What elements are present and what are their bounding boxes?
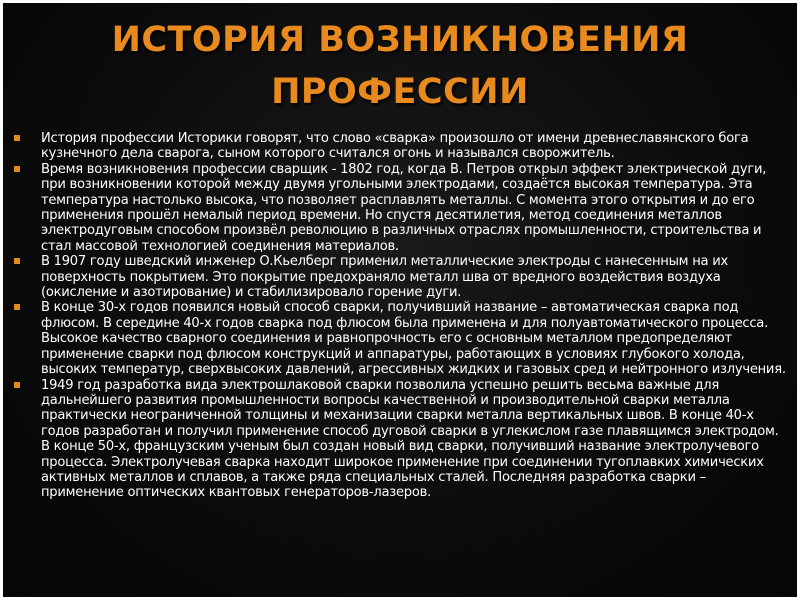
bullet-item [14,300,786,377]
bullet-text: В конце 30-х годов появился новый способ сварки, получивший название – автоматическая сварка под флюсом. В середине 40-х годов сварка под флюсом была применена и для полуавтоматического процесса. Высокое качество сварного соединения и равнопрочность его с основным металлом предопределяют применение сварки под флюсом конструкций и аппаратуры, работающих в условиях глубокого холода, высоких температур, сверхвысоких давлений, агрессивных жидких и газовых сред и нейтронного излучения. [41,300,786,378]
bullet-item [14,254,786,300]
bullet-list [14,131,786,501]
bullet-text: В 1907 году шведский инженер О.Кьелберг применил металлические электроды с нанесенным на их поверхность покрытием. Это покрытие предохраняло металл шва от вредного воздействия воздуха (окисление и азотирование) и стабилизировало горение дуги. [41,254,728,301]
bullet-square-icon [14,382,20,388]
bullet-item [14,378,786,501]
slide-title-line-2: ПРОФЕССИИ [271,72,529,112]
slide-title [0,14,800,118]
bullet-item [14,131,786,162]
bullet-text: 1949 год разработка вида электрошлаковой сварки позволила успешно решить весьма важные для дальнейшего развития промышленности вопросы качественной и производительной сварки металла практически неограниченной толщины и механизации сварки металла вертикальных швов. В конце 40-х годов разработан и получил применение способ дуговой сварки в углекислом газе плавящимся электродом. В конце 50-х, французским ученым был создан новый вид сварки, получивший название электролучевого процесса. Электролучевая сварка находит широкое применение при соединении тугоплавких химических активных металлов и сплавов, а также ряда специальных сталей. Последняя разработка сварки – применение оптических квантовых генераторов-лазеров. [41,377,779,501]
bullet-square-icon [14,258,20,264]
slide-title-line-1: ИСТОРИЯ ВОЗНИКНОВЕНИЯ [111,20,689,60]
bullet-square-icon [14,304,20,310]
bullet-item [14,162,786,254]
bullet-square-icon [14,166,20,172]
bullet-square-icon [14,135,20,141]
bullet-text: Время возникновения профессии сварщик - 1802 год, когда В. Петров открыл эффект электрической дуги, при возникновении которой между двумя угольными электродами, создаётся высокая температура. Эта температура настолько высока, что позволяет расплавлять металлы. С момента этого открытия и до его применения прошёл немалый период времени. Но спустя десятилетия, метод соединения металлов электродуговым способом произвёл революцию в различных отраслях промышленности, строительства и стал массовой технологией соединения материалов. [41,161,767,254]
bullet-text: История профессии Историки говорят, что слово «сварка» произошло от имени древнеславянского бога кузнечного дела сварога, сыном которого считался огонь и назывался сворожитель. [41,131,749,162]
